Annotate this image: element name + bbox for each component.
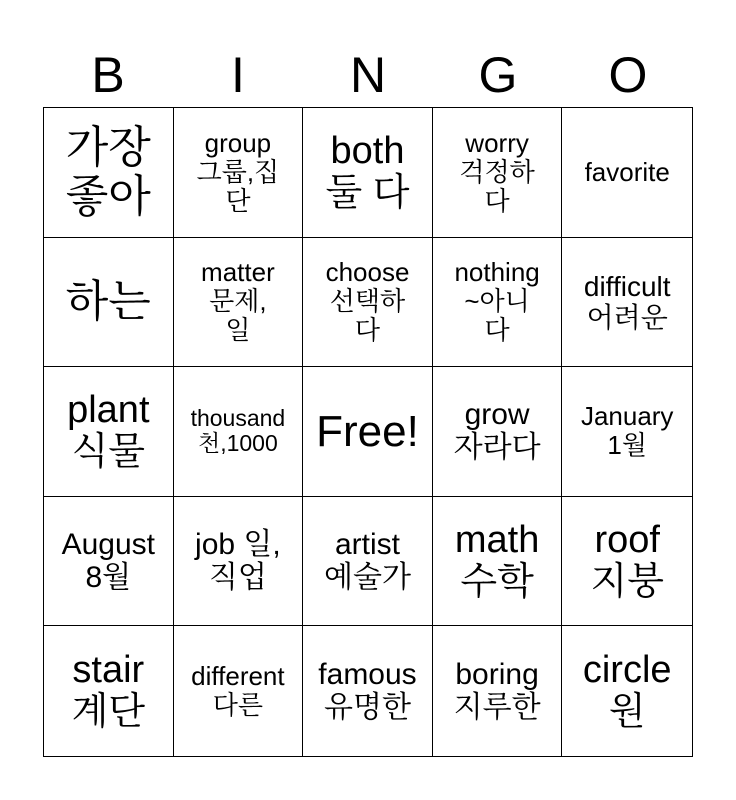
cell-text: 하는 [65, 277, 151, 327]
cell-text: stair 계단 [71, 648, 145, 734]
cell-text: January 1월 [580, 401, 674, 461]
cell-text: choose 선택하 다 [325, 257, 410, 346]
cell-text: both 둘 다 [325, 129, 410, 215]
bingo-cell-r4c2[interactable] [174, 497, 304, 627]
bingo-cell-r5c2[interactable] [174, 626, 304, 756]
bingo-cell-r4c4[interactable] [433, 497, 563, 627]
bingo-cell-r3c4[interactable] [433, 367, 563, 497]
bingo-cell-r2c3[interactable] [303, 238, 433, 368]
cell-text: difficult 어려운 [583, 270, 671, 333]
bingo-cell-r1c1[interactable] [44, 108, 174, 238]
bingo-cell-r3c5[interactable] [562, 367, 692, 497]
header-letter-i: I [231, 47, 245, 103]
bingo-cell-r3c3[interactable] [303, 367, 433, 497]
cell-text: 가장 좋아 [65, 123, 151, 222]
header-letter-b: B [91, 47, 125, 103]
cell-text: different 다른 [191, 661, 285, 721]
bingo-cell-r5c4[interactable] [433, 626, 563, 756]
cell-text: artist 예술가 [324, 527, 411, 595]
cell-text: August 8월 [61, 527, 155, 595]
bingo-cell-r4c5[interactable] [562, 497, 692, 627]
bingo-cell-r1c2[interactable] [174, 108, 304, 238]
cell-text: worry 걱정하 다 [459, 127, 535, 216]
cell-text: nothing ~아니 다 [454, 257, 540, 346]
bingo-cell-r2c2[interactable] [174, 238, 304, 368]
cell-text: boring 지루한 [453, 657, 541, 725]
cell-text: matter 문제, 일 [201, 257, 275, 346]
cell-text: grow 자라다 [453, 397, 541, 465]
bingo-cell-r5c5[interactable] [562, 626, 692, 756]
bingo-header [43, 42, 693, 108]
header-letter-n: N [349, 47, 387, 103]
bingo-cell-r2c1[interactable] [44, 238, 174, 368]
cell-text: plant 식물 [67, 388, 150, 474]
bingo-cell-r4c3[interactable] [303, 497, 433, 627]
header-letter-g: G [478, 47, 518, 103]
bingo-cell-r2c4[interactable] [433, 238, 563, 368]
bingo-board [43, 107, 693, 757]
bingo-cell-r3c2[interactable] [174, 367, 304, 497]
cell-text: circle 원 [582, 648, 672, 734]
header-letter-o: O [608, 47, 648, 103]
bingo-cell-r5c1[interactable] [44, 626, 174, 756]
bingo-cell-r2c5[interactable] [562, 238, 692, 368]
bingo-cell-r5c3[interactable] [303, 626, 433, 756]
cell-text: favorite [584, 156, 670, 187]
cell-text: group 그룹,집 단 [196, 127, 280, 216]
cell-text: job 일, 직업 [195, 527, 281, 595]
bingo-cell-r1c5[interactable] [562, 108, 692, 238]
bingo-cell-r1c3[interactable] [303, 108, 433, 238]
cell-text: thousand 천,1000 [190, 404, 286, 457]
cell-text: famous 유명한 [318, 657, 417, 725]
cell-text: roof 지붕 [590, 518, 664, 604]
cell-text: Free! [316, 406, 419, 456]
bingo-cell-r4c1[interactable] [44, 497, 174, 627]
bingo-cell-r3c1[interactable] [44, 367, 174, 497]
bingo-cell-r1c4[interactable] [433, 108, 563, 238]
cell-text: math 수학 [454, 518, 540, 604]
